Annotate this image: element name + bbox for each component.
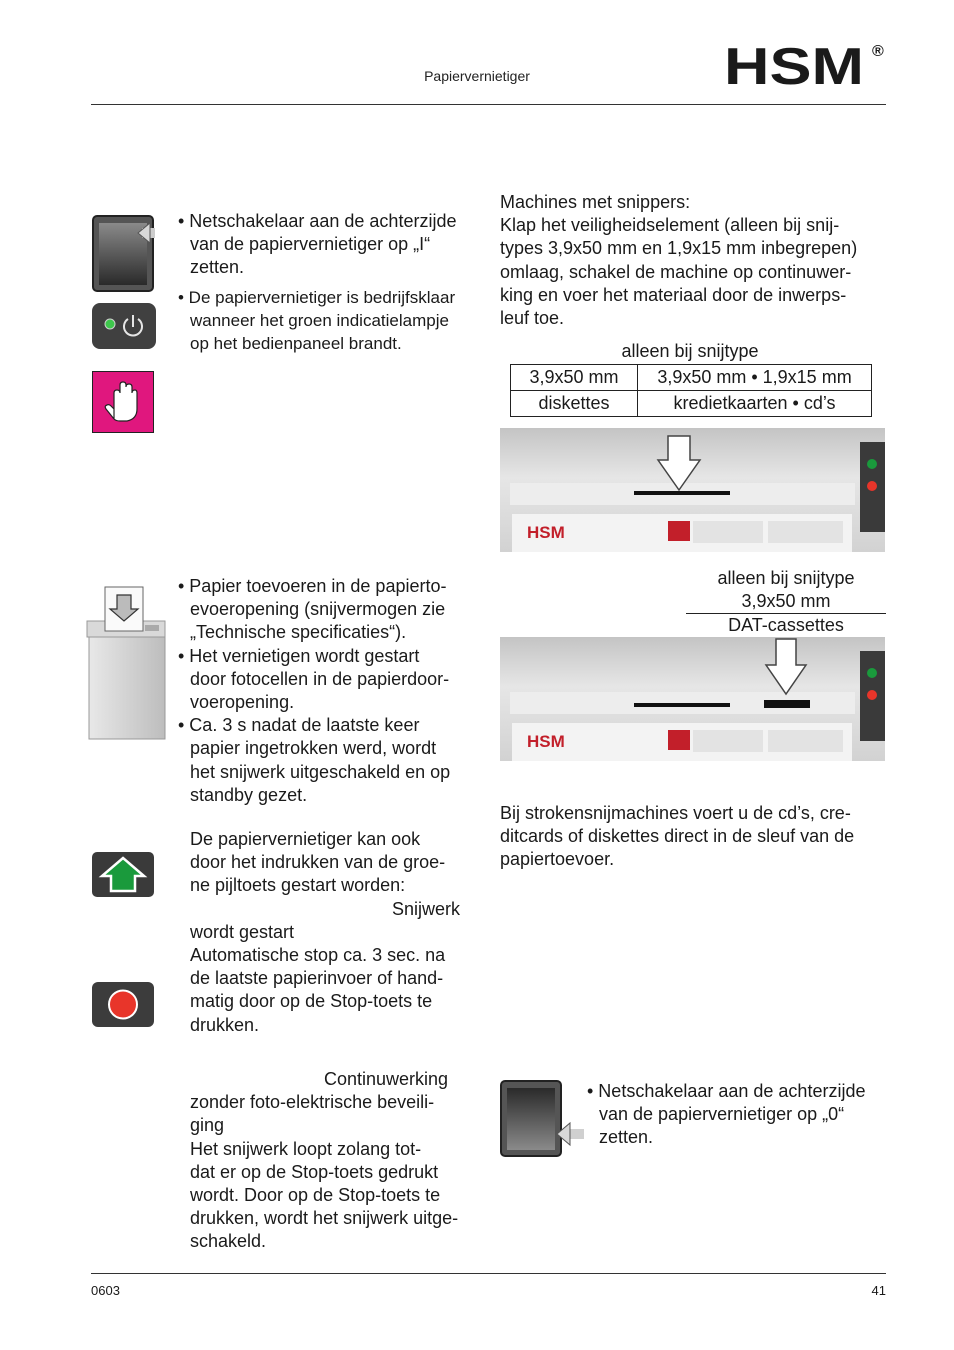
text-line: matig door op de Stop-toets te [190,991,433,1012]
logo-registered: ® [872,43,884,60]
power-switch-on-icon [92,215,156,292]
bullet-line: zetten. [190,257,245,278]
text-line: • Ca. 3 s nadat de laatste keer [178,715,420,736]
hsm-logo [722,38,892,90]
text-line: 3,9x50 mm [686,590,886,614]
power-indicator-icon [92,303,156,349]
hsm-logo-graphic [722,38,892,90]
text-line: king en voer het materiaal door de inwerps- [500,284,847,305]
photo-brand: HSM [527,523,565,542]
text-line: door fotocellen in de papierdoor- [190,668,450,689]
footer-rule [91,1273,886,1274]
text-line: door het indrukken van de groe- [190,852,446,873]
text-line: voeropening. [190,692,295,713]
text-line: drukken. [190,1014,260,1035]
text-line: evoeropening (snijvermogen zie [190,599,446,620]
text-line: Bij strokensnijmachines voert u de cd’s, cre- [500,803,851,823]
text-line: leuf toe. [500,308,565,329]
bullet-line: • De papiervernietiger is bedrijfsklaar [178,287,456,307]
table-cell: diskettes [511,391,638,417]
text-line: ging [190,1115,225,1136]
text-line: drukken, wordt het snijwerk uitge- [190,1208,459,1229]
text-line: de laatste papierinvoer of hand- [190,968,444,989]
text-line: het snijwerk uitgeschakeld en op [190,761,451,782]
text-line: dat er op de Stop-toets gedrukt [190,1161,439,1182]
bullet-line: • Netschakelaar aan de achterzijde [178,211,457,231]
text-line: alleen bij snijtype [717,568,855,588]
table-cell: 3,9x50 mm • 1,9x15 mm [638,365,872,391]
right-intro [500,191,900,330]
header-title: Papiervernietiger [424,68,530,84]
text-line: wordt. Door op de Stop-toets te [190,1185,441,1206]
table-caption: alleen bij snijtype [621,341,759,361]
footer-code: 0603 [91,1283,120,1298]
snijwerk-label: Snijwerk [392,898,461,919]
shredder-feed-icon [85,585,167,741]
continu-label: Continuwerking [324,1069,449,1089]
left-block2 [178,575,488,807]
header-rule [91,104,886,105]
text-line: standby gezet. [190,784,308,805]
text-line: • Netschakelaar aan de achterzijde [587,1081,866,1101]
text-line: papiertoevoer. [500,849,615,870]
text-line: Klap het veiligheidselement (alleen bij snij- [500,215,840,236]
text-line: DAT-cassettes [728,615,844,636]
caption2 [686,567,886,638]
table-cell: 3,9x50 mm [511,365,638,391]
shredder-slot-photo-1 [500,428,885,552]
text-line: van de papiervernietiger op „0“ [599,1104,845,1125]
power-switch-off-icon [500,1080,590,1158]
text-line: schakeld. [190,1231,267,1252]
left-block3 [190,828,490,1037]
text-line: • Het vernietigen wordt gestart [178,645,420,666]
text-line: Het snijwerk loopt zolang tot- [190,1138,422,1159]
hand-warning-icon [92,371,154,433]
text-line: zonder foto-elektrische beveili- [190,1092,435,1113]
text-line: Automatische stop ca. 3 sec. na [190,945,446,966]
text-line: „Technische specificaties“). [190,622,407,643]
text-line: zetten. [599,1127,654,1148]
bullet-line: op het bedienpaneel brandt. [190,333,402,353]
text-line: Machines met snippers: [500,192,691,212]
page-number: 41 [871,1283,886,1298]
off-instructions [587,1080,897,1150]
text-line: types 3,9x50 mm en 1,9x15 mm inbegrepen) [500,238,858,259]
bullet-line: van de papiervernietiger op „I“ [190,234,431,255]
text-line: papier ingetrokken werd, wordt [190,738,437,759]
text-line: ditcards of diskettes direct in de sleuf van de [500,826,855,847]
bullet-line: wanneer het groen indicatielampje [190,310,449,330]
photo-brand: HSM [527,732,565,751]
shredder-slot-photo-2 [500,637,885,761]
text-line: De papiervernietiger kan ook [190,829,421,849]
left-block4 [190,1068,490,1254]
stop-button-icon [92,982,154,1027]
strips-text [500,802,900,872]
table-cell: kredietkaarten • cd’s [638,391,872,417]
green-arrow-start-icon [92,852,154,897]
logo-text: HSM [724,38,864,90]
left-block1 [178,210,488,355]
text-line: omlaag, schakel de machine op continuwer- [500,261,852,282]
text-line: • Papier toevoeren in de papierto- [178,576,447,596]
text-line: ne pijltoets gestart worden: [190,875,406,896]
text-line: wordt gestart [190,921,295,942]
cut-type-table [510,364,872,417]
